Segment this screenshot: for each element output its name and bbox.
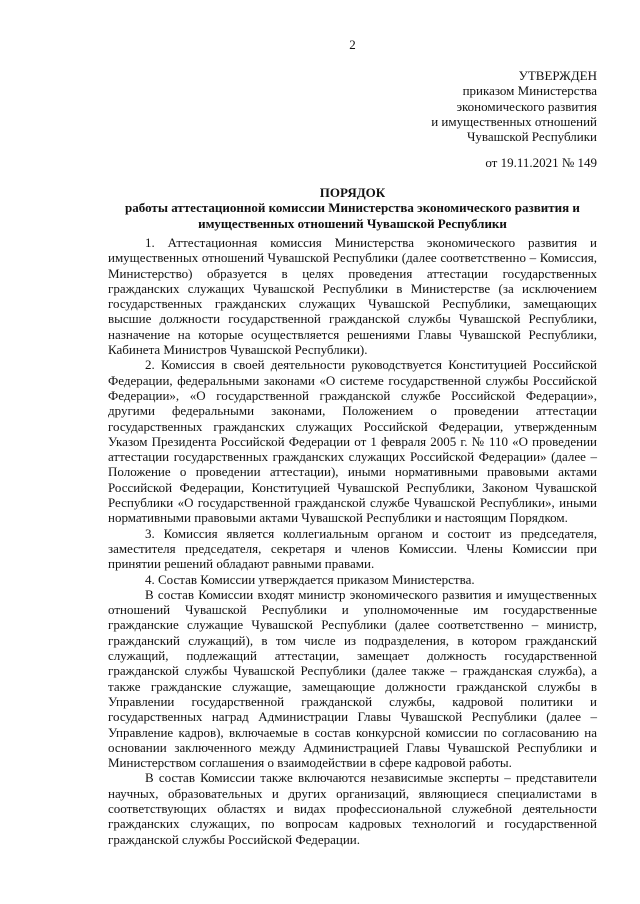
paragraph-2: 2. Комиссия в своей деятельности руководствуется Конституцией Российской Федерации, федеральными законами «О системе государственной службы Российской Федерации», «О государственной гражданской службе Российской Федерации», другими федеральными законами, Положением о проведении аттестации государственных гражданских служащих Российской Федерации, утвержденным Указом Президента Российской Федерации от 1 февраля 2005 г. № 110 «О проведении аттестации государственных гражданских служащих Российской Федерации» (далее – Положение о проведении аттестации), иными нормативными правовыми актами Российской Федерации, Конституцией Чувашской Республики, Законом Чувашской Республики «О государственной гражданской службе Чувашской Республики», иными нормативными правовыми актами Чувашской Республики и настоящим Порядком. xyxy=(108,357,597,526)
paragraph-3: 3. Комиссия является коллегиальным органом и состоит из председателя, заместителя председателя, секретаря и членов Комиссии. Члены Комиссии при принятии решений обладают равными правами. xyxy=(108,525,597,572)
approval-line-republic: Чувашской Республики xyxy=(466,129,597,145)
title-heading: ПОРЯДОК xyxy=(319,185,386,200)
approval-line-order: приказом Министерства xyxy=(462,83,597,99)
title-subtitle-line-2: имущественных отношений Чувашской Республики xyxy=(198,215,507,231)
approval-line-ministry-1: экономического развития xyxy=(456,98,597,114)
document-body xyxy=(108,235,597,847)
approval-stamp xyxy=(431,68,597,144)
approval-line-ministry-2: и имущественных отношений xyxy=(431,113,597,129)
approval-date: от 19.11.2021 № 149 xyxy=(485,155,597,170)
page-number: 2 xyxy=(349,37,356,52)
approval-line-approved: УТВЕРЖДЕН xyxy=(518,68,597,83)
paragraph-5: В состав Комиссии входят министр экономического развития и имущественных отношений Чувашской Республики и уполномоченные им государственные гражданские служащие Чувашской Республики (далее соответственно – министр, гражданский служащий), в том числе из подразделения, в котором гражданский служащий, подлежащий аттестации, замещает должность государственной гражданской службы Чувашской Республики (далее также – гражданская служба), а также гражданские служащие, замещающие должности гражданской службы в Управлении государственной гражданской службы, кадровой политики и государственных наград Администрации Главы Чувашской Республики (далее – Управление кадров), включаемые в состав конкурсной комиссии по согласованию на основании заключенного между Администрацией Главы Чувашской Республики и Министерством соглашения о взаимодействии в сфере кадровой работы. xyxy=(108,586,597,771)
title-subtitle-line-1: работы аттестационной комиссии Министерства экономического развития и xyxy=(125,200,580,216)
paragraph-1: 1. Аттестационная комиссия Министерства экономического развития и имущественных отношений Чувашской Республики (далее соответственно – Комиссия, Министерство) образуется в целях проведения аттестации государственных гражданских служащих Чувашской Республики в Министерстве (за исключением государственных гражданских служащих Чувашской Республики, замещающих высшие должности государственной гражданской службы Чувашской Республики, назначение на которые осуществляется решениями Главы Чувашской Республики, Кабинета Министров Чувашской Республики). xyxy=(108,235,597,358)
paragraph-6: В состав Комиссии также включаются независимые эксперты – представители научных, образовательных и других организаций, являющиеся специалистами в соответствующих областях и видах профессиональной служебной деятельности гражданских служащих, по вопросам кадровых технологий и государственной гражданской службы Российской Федерации. xyxy=(108,770,597,847)
document-title xyxy=(108,185,597,231)
paragraph-4: 4. Состав Комиссии утверждается приказом Министерства. xyxy=(145,571,475,587)
